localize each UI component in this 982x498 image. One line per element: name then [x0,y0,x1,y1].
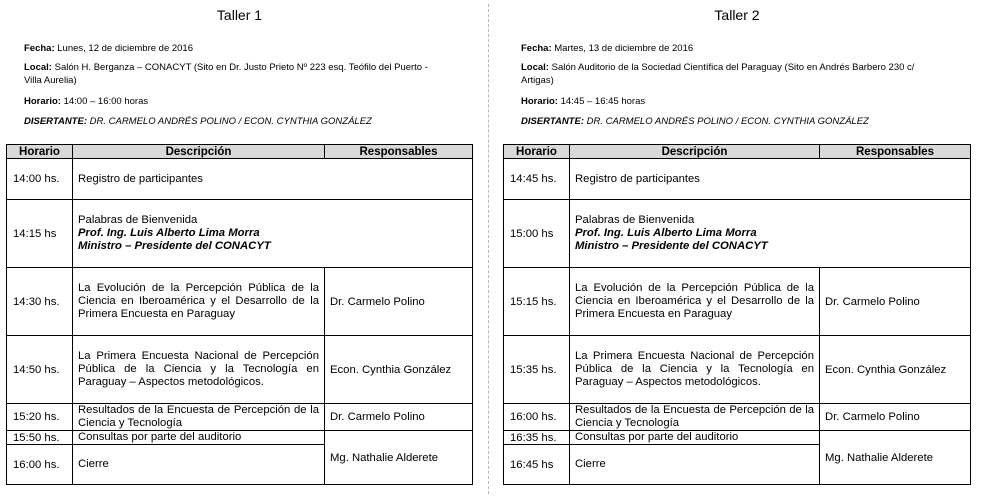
row-description: Registro de participantes [570,159,971,200]
disertante-value: DR. CARMELO ANDRÉS POLINO / ECON. CYNTHIA GONZÁLEZ [86,116,372,127]
row-responsable: Econ. Cynthia González [325,336,473,404]
disertante-line [24,115,372,128]
table-header-row [504,145,971,159]
row-time: 14:50 hs. [7,336,73,404]
table-row [7,431,473,445]
horario-value: 14:00 – 16:00 horas [60,96,149,107]
speaker-role: Ministro – Presidente del CONACYT [575,240,768,252]
local-label: Local: [24,62,52,73]
row-description: Cierre [570,445,820,485]
row-description: La Evolución de la Percepción Pública de la Ciencia en Iberoamérica y el Desarrollo de la Primera Encuesta en Paraguay [570,268,820,336]
row-time: 15:35 hs. [504,336,570,404]
table-row [504,200,971,268]
horario-label: Horario: [521,96,558,107]
disertante-value: DR. CARMELO ANDRÉS POLINO / ECON. CYNTHIA GONZÁLEZ [583,116,869,127]
table-row [7,336,473,404]
row-responsable: Econ. Cynthia González [820,336,971,404]
fecha-value: Martes, 13 de diciembre de 2016 [551,43,694,54]
row-responsable: Mg. Nathalie Alderete [325,431,473,485]
fecha-value: Lunes, 12 de diciembre de 2016 [54,43,194,54]
row-description: La Evolución de la Percepción Pública de la Ciencia en Iberoamérica y el Desarrollo de la Primera Encuesta en Paraguay [73,268,325,336]
header-horario: Horario [504,145,570,159]
header-responsables: Responsables [325,145,473,159]
row-responsable: Dr. Carmelo Polino [325,404,473,431]
header-descripcion: Descripción [73,145,325,159]
table-row [7,268,473,336]
row-description [570,200,971,268]
row-responsable: Dr. Carmelo Polino [820,404,971,431]
fecha-line [521,42,693,55]
row-description [73,200,473,268]
row-description: Consultas por parte del auditorio [570,431,820,445]
local-value: Salón H. Berganza – CONACYT (Sito en Dr. Justo Prieto Nº 223 esq. Teófilo del Puerto - Villa Aurelia) [24,62,428,86]
disertante-line [521,115,869,128]
table-header-row [7,145,473,159]
fecha-label: Fecha: [24,43,55,54]
horario-line [24,95,148,108]
row-description: Cierre [73,445,325,485]
row-responsable: Dr. Carmelo Polino [820,268,971,336]
local-label: Local: [521,62,549,73]
speaker-name: Prof. Ing. Luis Alberto Lima Morra [575,227,757,239]
header-responsables: Responsables [820,145,971,159]
table-row [504,336,971,404]
row-time: 16:35 hs. [504,431,570,445]
horario-label: Horario: [24,96,61,107]
row-description: La Primera Encuesta Nacional de Percepción Pública de la Ciencia y la Tecnología en Paraguay – Aspectos metodológicos. [73,336,325,404]
table-row [7,404,473,431]
table-row [504,159,971,200]
row-time: 14:00 hs. [7,159,73,200]
table-row [504,404,971,431]
fecha-label: Fecha: [521,43,552,54]
table-row [7,159,473,200]
row-description: Registro de participantes [73,159,473,200]
taller-title: Taller 1 [216,7,263,23]
row-time: 15:15 hs. [504,268,570,336]
local-line [521,61,931,87]
row-responsable: Dr. Carmelo Polino [325,268,473,336]
local-value: Salón Auditorio de la Sociedad Científica del Paraguay (Sito en Andrés Barbero 230 c/ Artigas) [521,62,915,86]
program-table [6,144,473,485]
row-time: 15:00 hs [504,200,570,268]
disertante-label: DISERTANTE: [24,116,87,127]
table-row [504,268,971,336]
row-description: Resultados de la Encuesta de Percepción de la Ciencia y Tecnología [570,404,820,431]
welcome-text: Palabras de Bienvenida [78,214,198,226]
row-description: La Primera Encuesta Nacional de Percepción Pública de la Ciencia y la Tecnología en Paraguay – Aspectos metodológicos. [570,336,820,404]
taller-title: Taller 2 [714,7,760,23]
local-line [24,61,434,87]
row-time: 16:45 hs [504,445,570,485]
disertante-label: DISERTANTE: [521,116,584,127]
column-divider [488,4,489,494]
table-row [7,200,473,268]
row-responsable: Mg. Nathalie Alderete [820,431,971,485]
speaker-name: Prof. Ing. Luis Alberto Lima Morra [78,227,260,239]
fecha-line [24,42,193,55]
row-time: 16:00 hs. [504,404,570,431]
row-time: 14:45 hs. [504,159,570,200]
speaker-role: Ministro – Presidente del CONACYT [78,240,271,252]
row-time: 15:20 hs. [7,404,73,431]
row-time: 14:30 hs. [7,268,73,336]
row-time: 14:15 hs [7,200,73,268]
horario-line [521,95,645,108]
horario-value: 14:45 – 16:45 horas [557,96,646,107]
welcome-text: Palabras de Bienvenida [575,214,695,226]
row-description: Consultas por parte del auditorio [73,431,325,445]
header-horario: Horario [7,145,73,159]
program-table [503,144,971,485]
row-time: 15:50 hs. [7,431,73,445]
header-descripcion: Descripción [570,145,820,159]
row-time: 16:00 hs. [7,445,73,485]
table-row [504,431,971,445]
row-description: Resultados de la Encuesta de Percepción de la Ciencia y Tecnología [73,404,325,431]
